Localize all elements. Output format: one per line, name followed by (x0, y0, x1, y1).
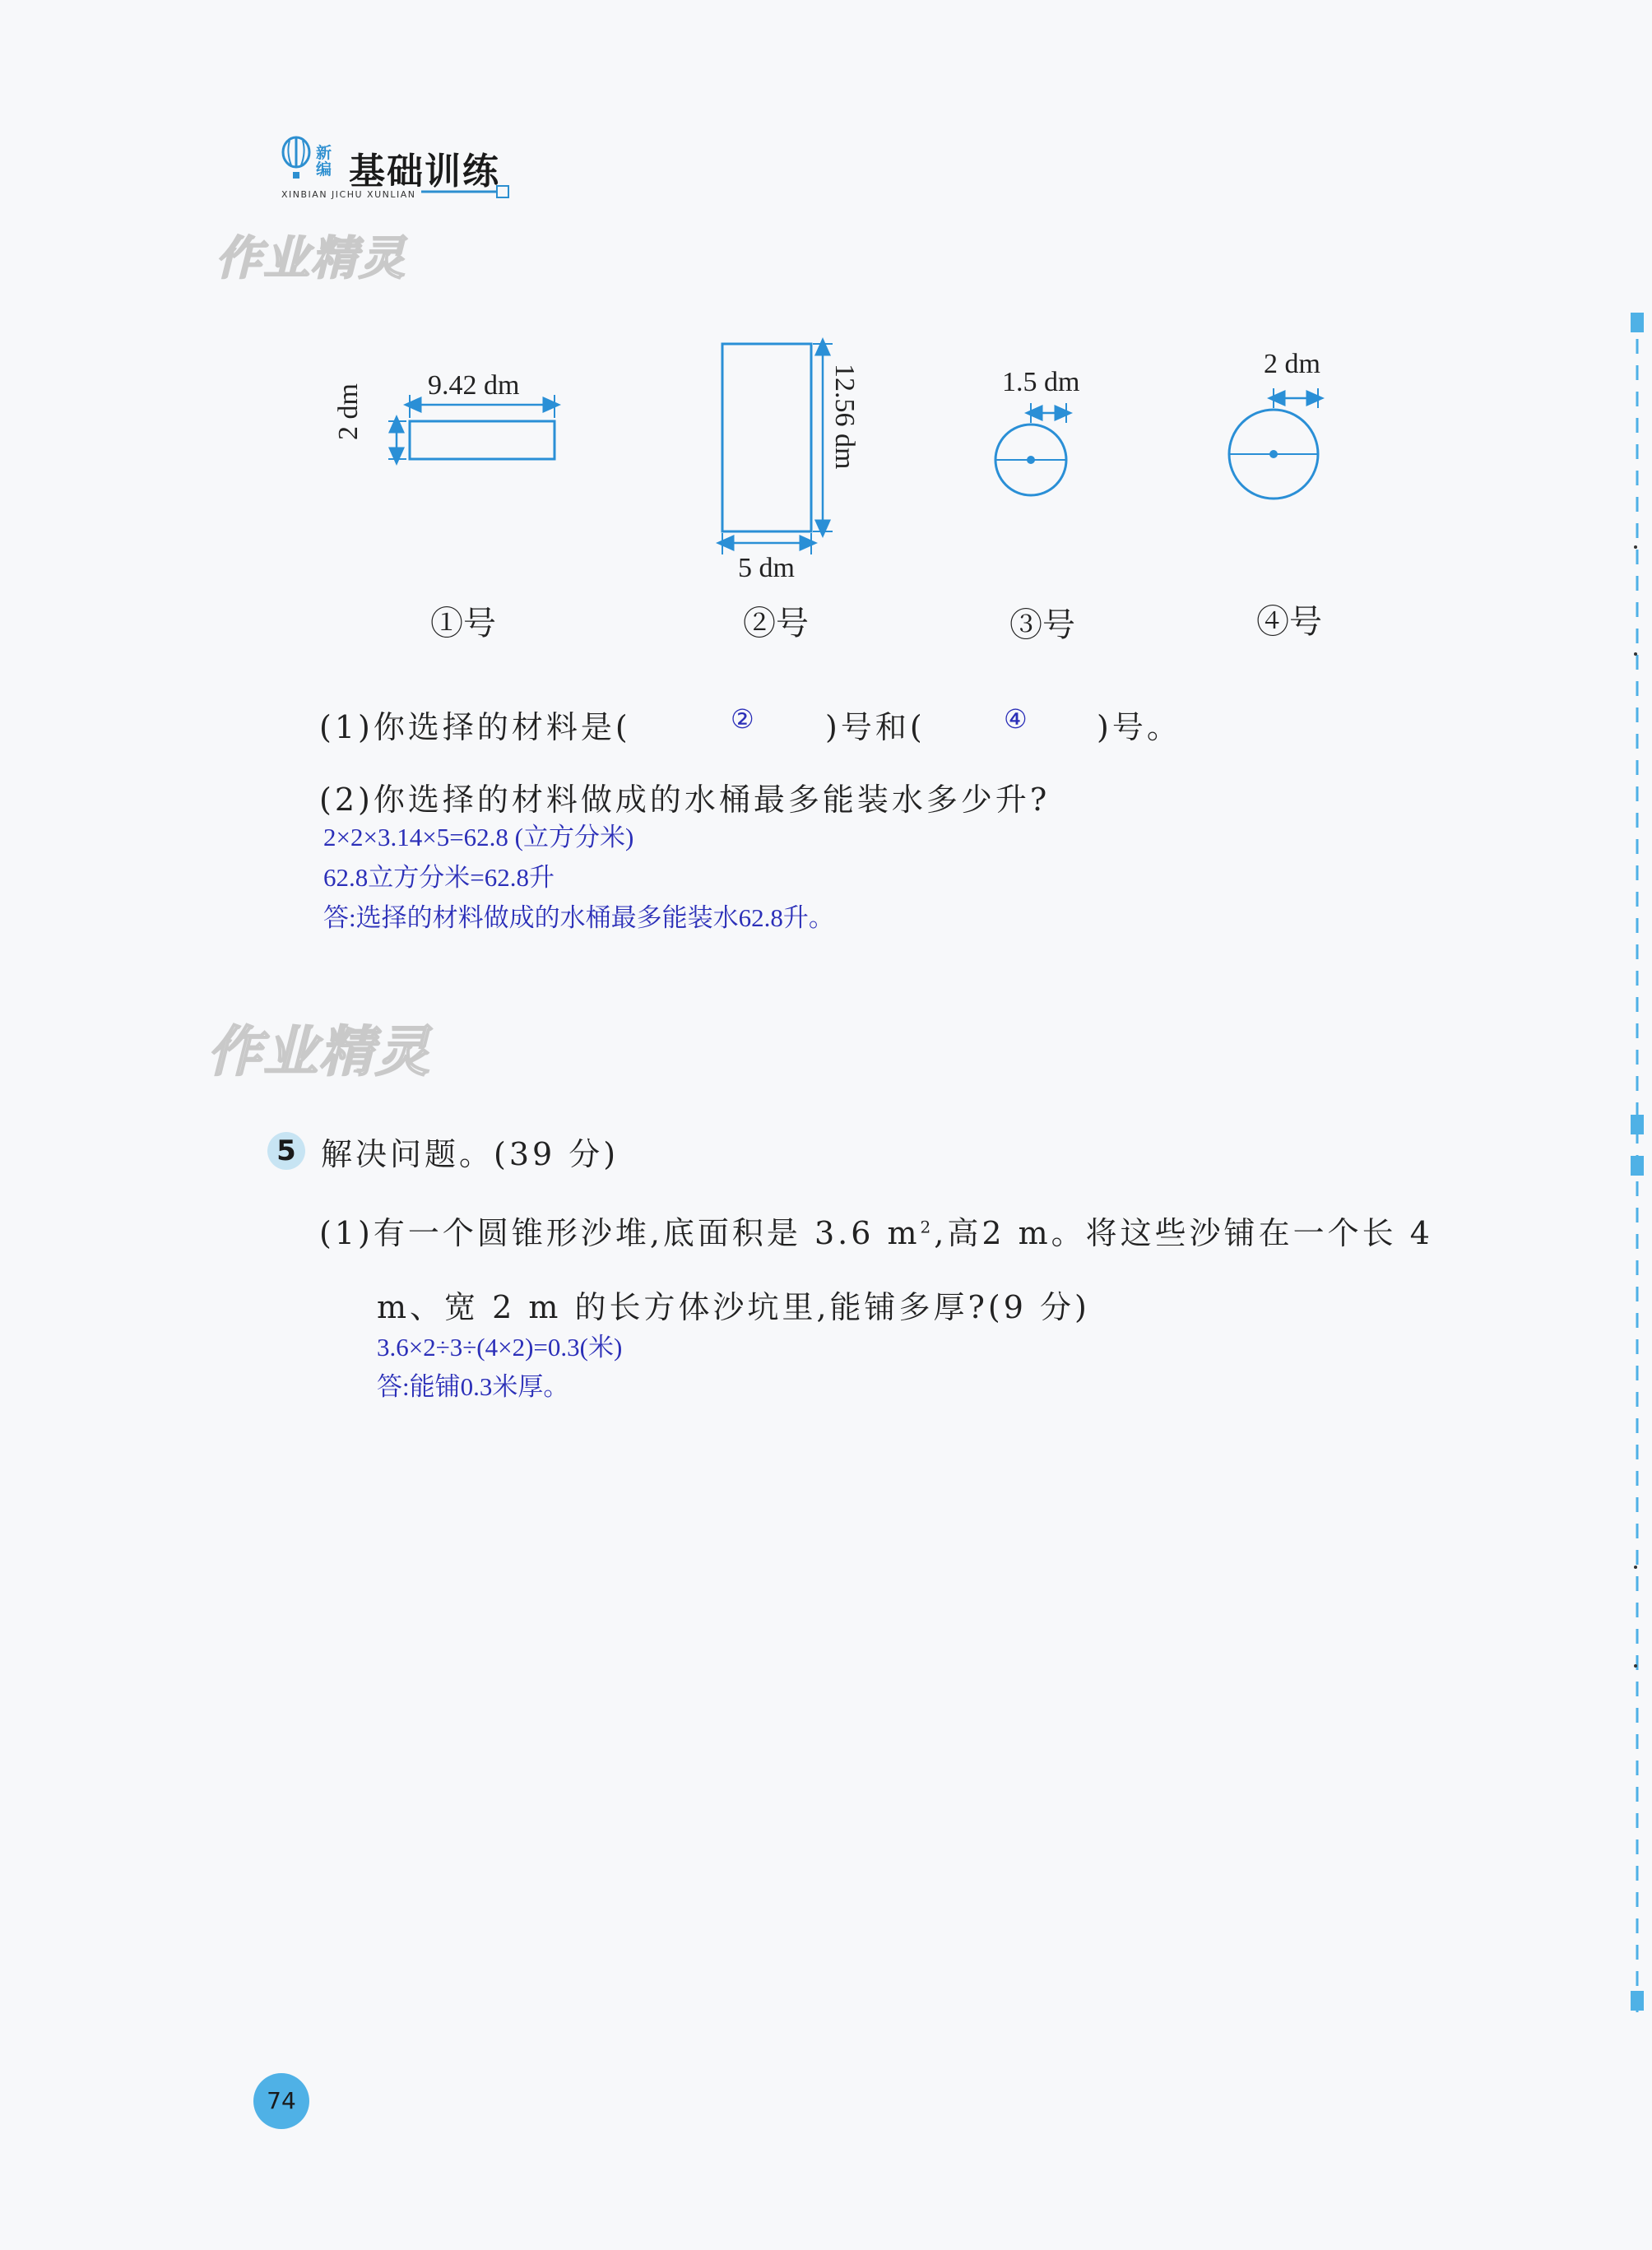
q4-part2-prompt: (2)你选择的材料做成的水桶最多能装水多少升? (319, 782, 1051, 818)
shape1-rectangle (388, 395, 555, 459)
section5-q1-line2: m、宽 2 m 的长方体沙坑里,能铺多厚?(9 分) (377, 1289, 1090, 1325)
page-number-badge: 74 (253, 2073, 309, 2129)
shape2-caption: ②号 (743, 605, 809, 643)
series-tag: 新编 (316, 144, 332, 179)
q4-part1-suffix: )号。 (1097, 709, 1181, 745)
shape3-circle (995, 403, 1066, 495)
shape4-caption: ④号 (1256, 603, 1322, 641)
section5-q1-line1 (319, 1208, 1433, 1253)
q4-part2-work-line1: 2×2×3.14×5=62.8 (立方分米) (323, 823, 634, 851)
section5-title: 解决问题。(39 分) (321, 1136, 620, 1172)
binding-edge (1621, 0, 1652, 2250)
q4-part1-middle: )号和( (825, 709, 926, 745)
shape3-radius-label: 1.5 dm (1002, 367, 1080, 397)
series-pinyin: XINBIAN JICHU XUNLIAN (281, 189, 416, 200)
watermark-middle: 作业精灵 (207, 1020, 431, 1083)
shape1-width-label: 9.42 dm (428, 370, 520, 401)
shape1-height-label: 2 dm (333, 383, 364, 440)
q4-part2-work-line2: 62.8立方分米=62.8升 (323, 863, 555, 892)
shape2-width-label: 5 dm (738, 553, 795, 583)
section5-number-badge: 5 (267, 1132, 305, 1170)
shape4-circle (1229, 388, 1318, 499)
materials-figure (0, 0, 1652, 658)
q4-part2-answer: 答:选择的材料做成的水桶最多能装水62.8升。 (323, 903, 834, 932)
watermark-top: 作业精灵 (216, 232, 406, 285)
section5-q1-work: 3.6×2÷3÷(4×2)=0.3(米) (377, 1333, 623, 1362)
section5-q1-line1-a: (1)有一个圆锥形沙堆,底面积是 3.6 m (319, 1215, 921, 1251)
shape1-caption: ①号 (430, 605, 496, 643)
shape4-radius-label: 2 dm (1264, 349, 1320, 379)
section5-q1-line1-b: ,高2 m。将这些沙铺在一个长 4 (934, 1215, 1433, 1251)
shape3-caption: ③号 (1009, 606, 1075, 644)
series-title: 基础训练 (349, 151, 500, 193)
shape2-rectangle (722, 344, 833, 554)
q4-part1-answer-a: ② (731, 703, 754, 735)
q4-part1-prefix: (1)你选择的材料是( (319, 709, 631, 745)
section5-q1-superscript: 2 (920, 1217, 935, 1237)
q4-part1-answer-b: ④ (1004, 703, 1028, 735)
section5-q1-answer: 答:能铺0.3米厚。 (377, 1372, 569, 1401)
shape2-height-label: 12.56 dm (829, 364, 860, 470)
